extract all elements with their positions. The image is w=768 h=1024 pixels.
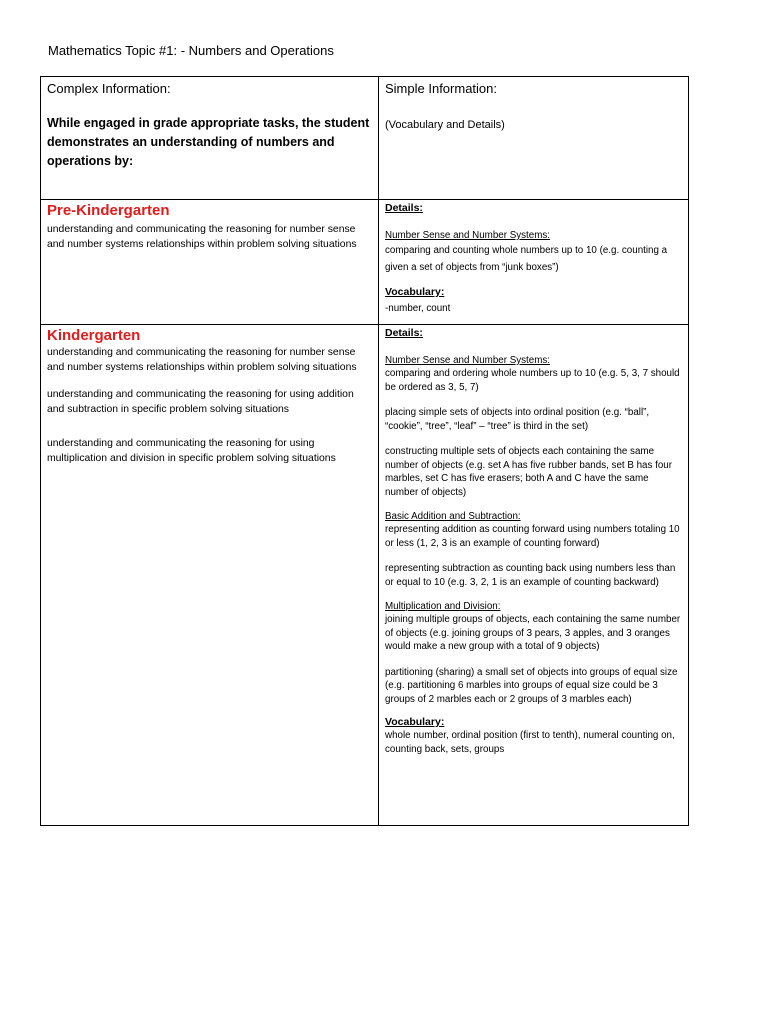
prekindergarten-title: Pre-Kindergarten xyxy=(47,202,170,219)
k-section-paragraph: comparing and ordering whole numbers up to 10 (e.g. 5, 3, 7 should be ordered as 3, 5, 7) xyxy=(385,368,680,393)
k-simple-cell xyxy=(379,325,689,826)
prek-vocabulary-label: Vocabulary: xyxy=(385,286,445,298)
k-section-heading: Basic Addition and Subtraction: xyxy=(385,511,521,522)
k-item: understanding and communicating the reasoning for using multiplication and division in specific problem solving situations xyxy=(47,438,336,464)
kindergarten-title: Kindergarten xyxy=(47,327,141,344)
k-section-heading: Multiplication and Division: xyxy=(385,601,501,612)
k-section-paragraph: placing simple sets of objects into ordinal position (e.g. “ball”, “cookie”, “tree”, “leaf” – “tree” is third in the set) xyxy=(385,407,650,432)
k-item: understanding and communicating the reasoning for number sense and number systems relationships within problem solving situations xyxy=(47,347,357,373)
k-section-paragraph: joining multiple groups of objects, each containing the same number of objects (e.g. joining groups of 3 pears, 3 apples, and 3 oranges would make a new group with a total of 9 objects) xyxy=(385,614,681,652)
prek-complex-cell xyxy=(41,200,379,325)
simple-information-label: Simple Information: xyxy=(385,81,497,96)
k-vocabulary-label: Vocabulary: xyxy=(385,716,445,728)
simple-information-subtitle: (Vocabulary and Details) xyxy=(385,119,505,131)
prek-vocabulary-text: -number, count xyxy=(385,303,451,314)
simple-information-header-cell xyxy=(379,77,689,200)
complex-information-intro: While engaged in grade appropriate tasks, the student demonstrates an understanding of numbers and operations by: xyxy=(47,116,370,168)
prek-section-paragraph: comparing and counting whole numbers up to 10 (e.g. counting a given a set of objects from “junk boxes”) xyxy=(385,245,668,273)
k-vocabulary-text: whole number, ordinal position (first to tenth), numeral counting on, counting back, sets, groups xyxy=(385,730,675,755)
complex-information-label: Complex Information: xyxy=(47,81,171,96)
kindergarten-row xyxy=(41,325,689,826)
complex-information-header-cell xyxy=(41,77,379,200)
prek-section-heading: Number Sense and Number Systems: xyxy=(385,230,550,241)
header-row xyxy=(41,77,689,200)
k-section-paragraph: constructing multiple sets of objects each containing the same number of objects (e.g. set A has five rubber bands, set B has four marbles, set C has five erasers; both A and C have the same number of objects) xyxy=(385,446,672,498)
prekindergarten-row xyxy=(41,200,689,325)
prek-simple-cell xyxy=(379,200,689,325)
prek-details-label: Details: xyxy=(385,202,423,214)
document-title: Mathematics Topic #1: - Numbers and Operations xyxy=(48,43,334,58)
k-item: understanding and communicating the reasoning for using addition and subtraction in specific problem solving situations xyxy=(47,389,354,415)
k-section-paragraph: representing addition as counting forward using numbers totaling 10 or less (1, 2, 3 is an example of counting forward) xyxy=(385,524,680,549)
k-section-paragraph: representing subtraction as counting back using numbers less than or equal to 10 (e.g. 3, 2, 1 is an example of counting backward) xyxy=(385,563,676,588)
k-section-heading: Number Sense and Number Systems: xyxy=(385,355,550,366)
prek-item: understanding and communicating the reasoning for number sense and number systems relationships within problem solving situations xyxy=(47,224,357,250)
standards-table xyxy=(40,76,689,826)
k-complex-cell xyxy=(41,325,379,826)
k-section-paragraph: partitioning (sharing) a small set of objects into groups of equal size (e.g. partitioning 6 marbles into groups of equal size could be 3 groups of 2 marbles each or 2 groups of 3 marbles each) xyxy=(385,666,678,705)
k-details-label: Details: xyxy=(385,327,423,339)
